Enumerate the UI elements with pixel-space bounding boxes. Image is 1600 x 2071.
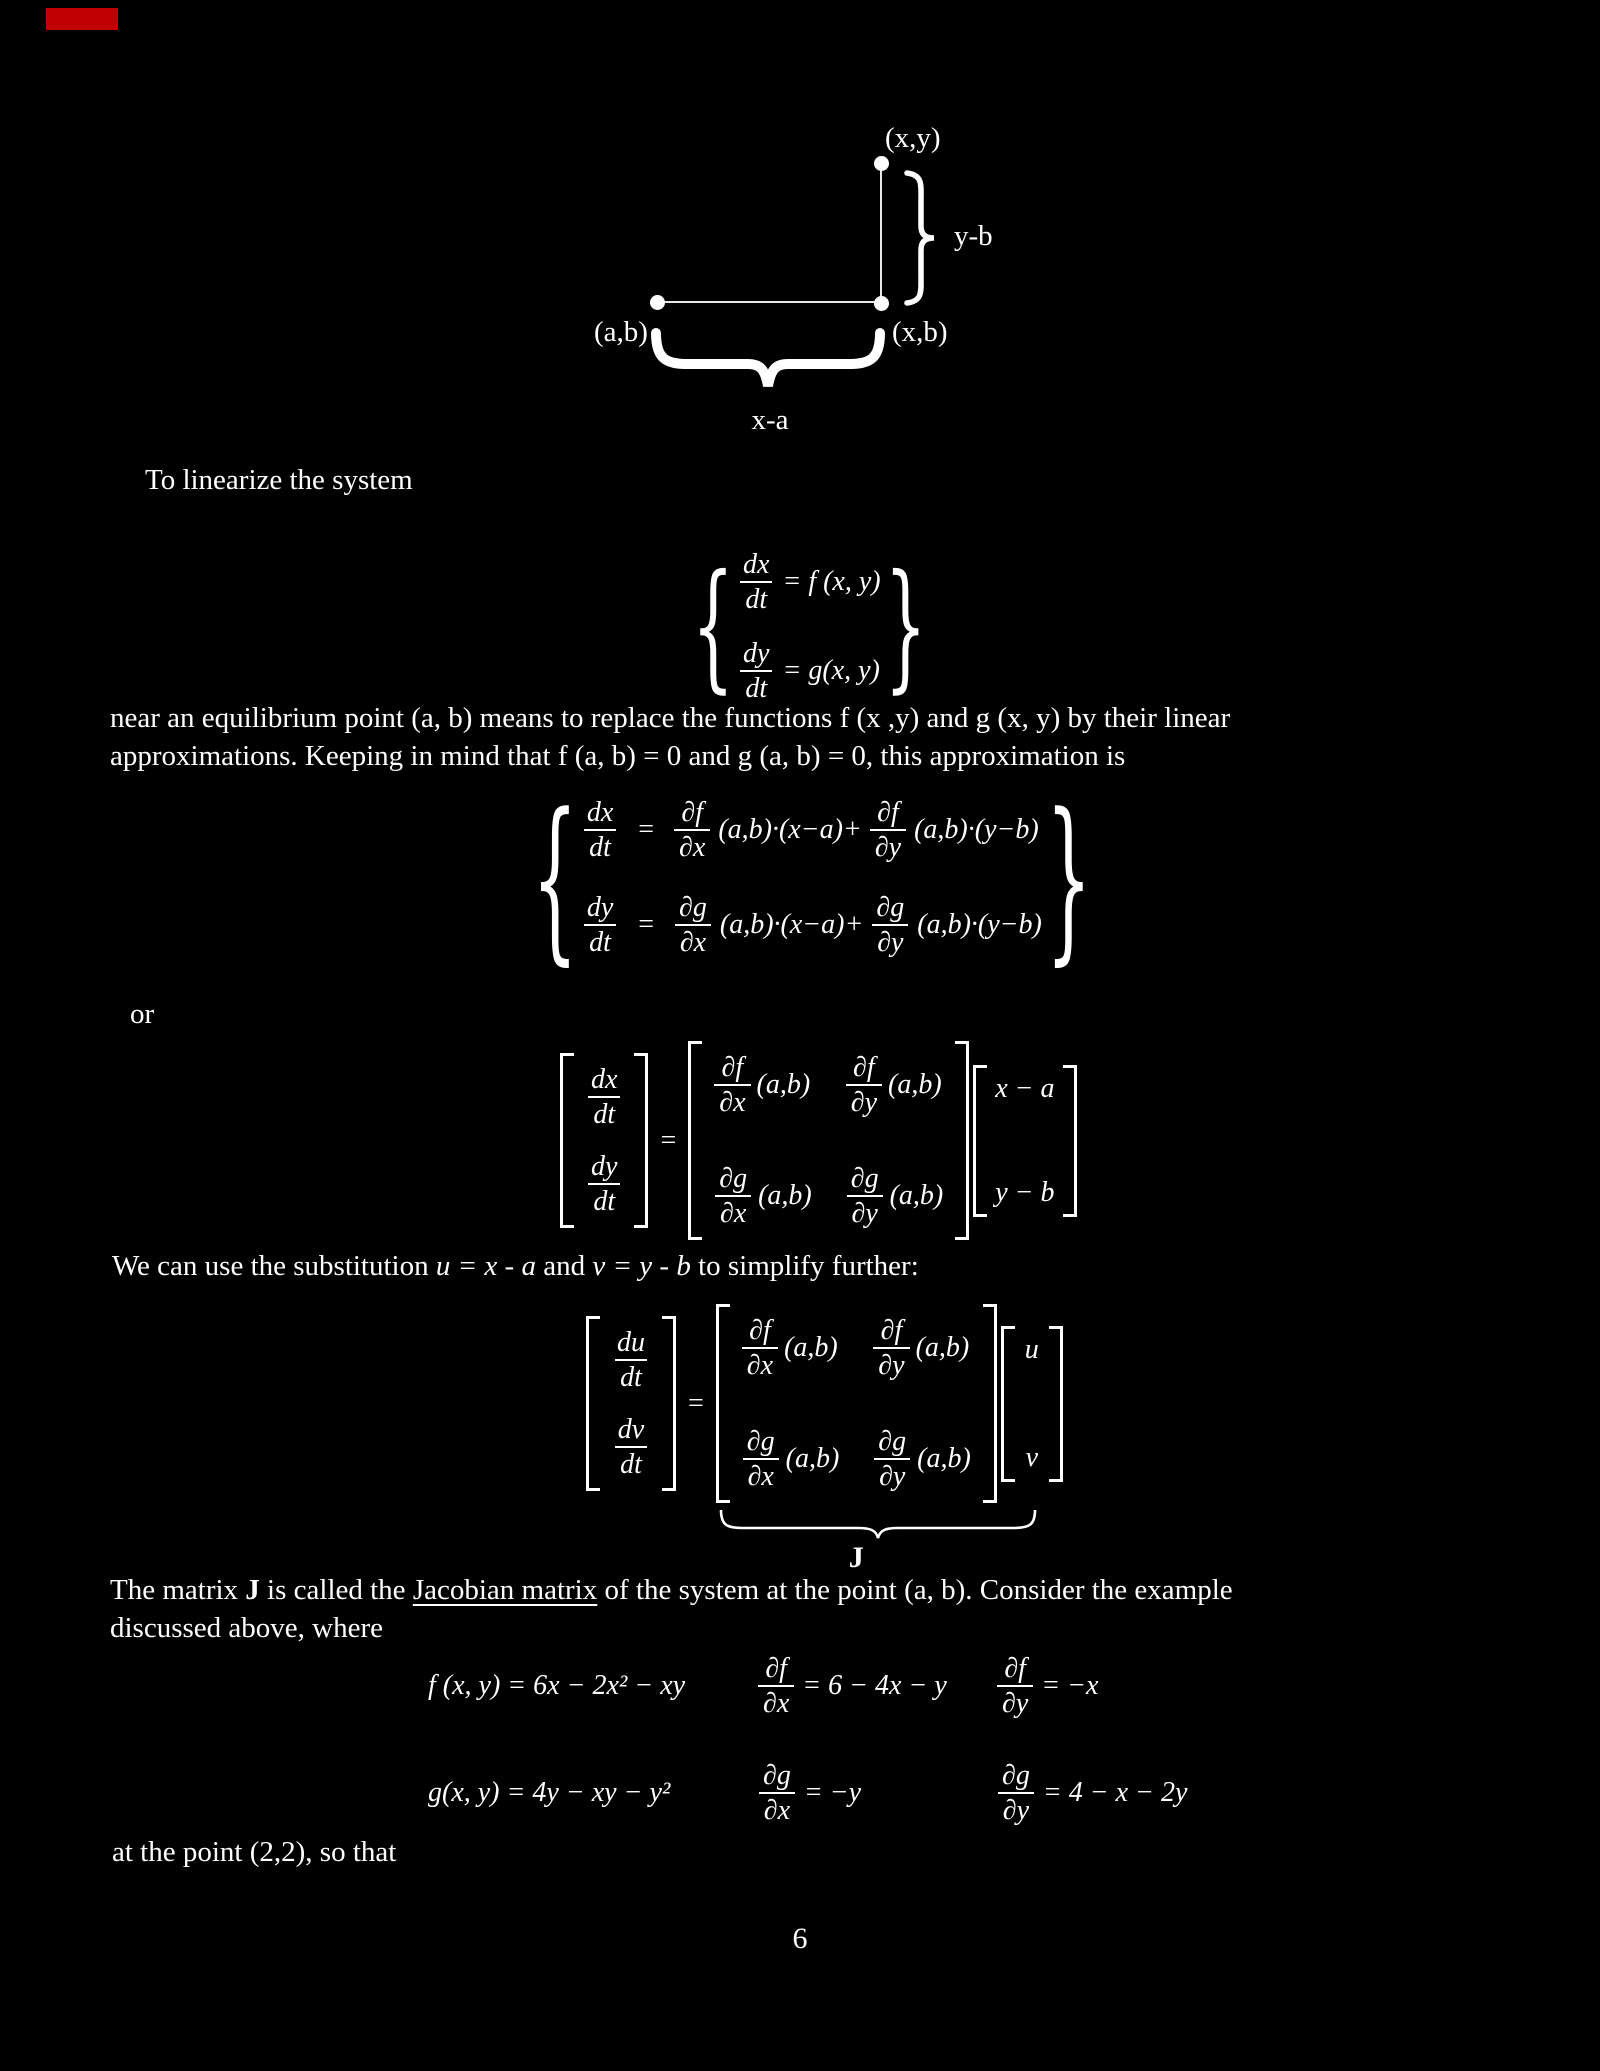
jacobian-label: J: [848, 1541, 864, 1575]
equation-row: $\frac{dy}{dt}$ = $\frac{\partial g}{\partial x}$ (a,b)·(x−a)+ $\frac{\partial g}{\partial y}$ (a,b)·(y−b): [582, 891, 1042, 960]
example-equations: [428, 1652, 1187, 1827]
x-a-label: x-a: [751, 404, 789, 436]
substitution-sentence: We can use the substitution u = x - a and v = y - b to simplify further:: [112, 1250, 919, 1282]
equation-row: $\frac{dy}{dt}$ = g(x, y): [738, 637, 880, 706]
paragraph-line: near an equilibrium point (a, b) means to replace the functions f (x ,y) and g (x, y) by their linear: [110, 702, 1231, 734]
point-xb-dot: [874, 296, 889, 311]
left-brace-icon: {: [692, 544, 734, 707]
underbrace-icon: [718, 1507, 1038, 1539]
right-brace-icon: }: [1045, 774, 1092, 981]
displacement-vector: x − a y − b: [973, 1065, 1076, 1217]
partial-derivative: $\frac{\partial g}{\partial y}$ = 4 − x − 2y: [997, 1759, 1187, 1828]
function-definition: g(x, y) = 4y − xy − y²: [428, 1777, 671, 1809]
y-b-brace-icon: [902, 170, 940, 306]
diagram-horizontal-segment: [662, 301, 878, 303]
equation-rhs: = f (x, y): [782, 566, 881, 598]
uv-vector: u v: [1001, 1326, 1063, 1482]
point-ab-dot: [650, 295, 665, 310]
or-text: or: [130, 998, 155, 1030]
partial-derivative: $\frac{\partial f}{\partial y}$ = −x: [997, 1652, 1187, 1721]
equation-rhs: = g(x, y): [782, 655, 880, 687]
equation-row: $\frac{dx}{dt}$ = $\frac{\partial f}{\partial x}$ (a,b)·(x−a)+ $\frac{\partial f}{\partial y}$ (a,b)·(y−b): [582, 796, 1039, 865]
right-brace-icon: }: [884, 544, 927, 707]
point-xy-dot: [874, 156, 889, 171]
linearized-system-equation: [528, 774, 1096, 981]
x-a-brace-icon: [650, 328, 886, 394]
jacobian-matrix: $\frac{\partial f}{\partial x}$ (a,b) $\frac{\partial f}{\partial y}$ (a,b) $\frac{\partial g}{\partial x}$ (a,b) $\frac{\partial g}{\partial y}$ (a,b): [716, 1304, 997, 1503]
paragraph-line: The matrix J is called the Jacobian matrix of the system at the point (a, b). Consider the example: [110, 1574, 1233, 1606]
partial-derivative: $\frac{\partial f}{\partial x}$ = 6 − 4x − y: [758, 1652, 997, 1721]
uv-derivative-vector: $\frac{du}{dt}$ $\frac{dv}{dt}$: [586, 1316, 676, 1491]
point-ab-label: (a,b): [594, 316, 648, 348]
y-b-label: y-b: [954, 220, 993, 252]
scan-artifact-mark: [46, 8, 118, 30]
ode-system-equation: [688, 544, 931, 707]
point-xy-label: (x,y): [885, 122, 941, 154]
closing-text: at the point (2,2), so that: [112, 1836, 397, 1868]
point-xb-label: (x,b): [892, 316, 948, 348]
paragraph-line: discussed above, where: [110, 1612, 383, 1644]
matrix-equation: $\frac{dx}{dt}$ $\frac{dy}{dt}$ = $\frac{\partial f}{\partial x}$ (a,b) $\frac{\partial f}{\partial y}$ (a,b) $\frac{\partial g}{\partial x}$ (a,b) $\frac{\partial g}{\partial y}$ (a,b) x − a y − b: [560, 1041, 1077, 1240]
derivative-vector: $\frac{dx}{dt}$ $\frac{dy}{dt}$: [560, 1053, 648, 1228]
page-number: 6: [792, 1922, 808, 1955]
function-definition: f (x, y) = 6x − 2x² − xy: [428, 1670, 686, 1702]
left-brace-icon: {: [532, 774, 578, 981]
paragraph-line: approximations. Keeping in mind that f (a, b) = 0 and g (a, b) = 0, this approximation is: [110, 740, 1126, 772]
partial-derivative: $\frac{\partial g}{\partial x}$ = −y: [758, 1759, 997, 1828]
equation-row: $\frac{dx}{dt}$ = f (x, y): [738, 548, 881, 617]
jacobian-definition-equation: $\frac{du}{dt}$ $\frac{dv}{dt}$ = $\frac{\partial f}{\partial x}$ (a,b) $\frac{\partial f}{\partial y}$ (a,b) $\frac{\partial g}{\partial x}$ (a,b) $\frac{\partial g}{\partial y}$ (a,b) J u v: [586, 1304, 1063, 1503]
jacobian-matrix: $\frac{\partial f}{\partial x}$ (a,b) $\frac{\partial f}{\partial y}$ (a,b) $\frac{\partial g}{\partial x}$ (a,b) $\frac{\partial g}{\partial y}$ (a,b): [688, 1041, 969, 1240]
intro-text: To linearize the system: [145, 464, 413, 496]
linearization-diagram: [580, 110, 1040, 455]
diagram-vertical-segment: [880, 170, 882, 298]
